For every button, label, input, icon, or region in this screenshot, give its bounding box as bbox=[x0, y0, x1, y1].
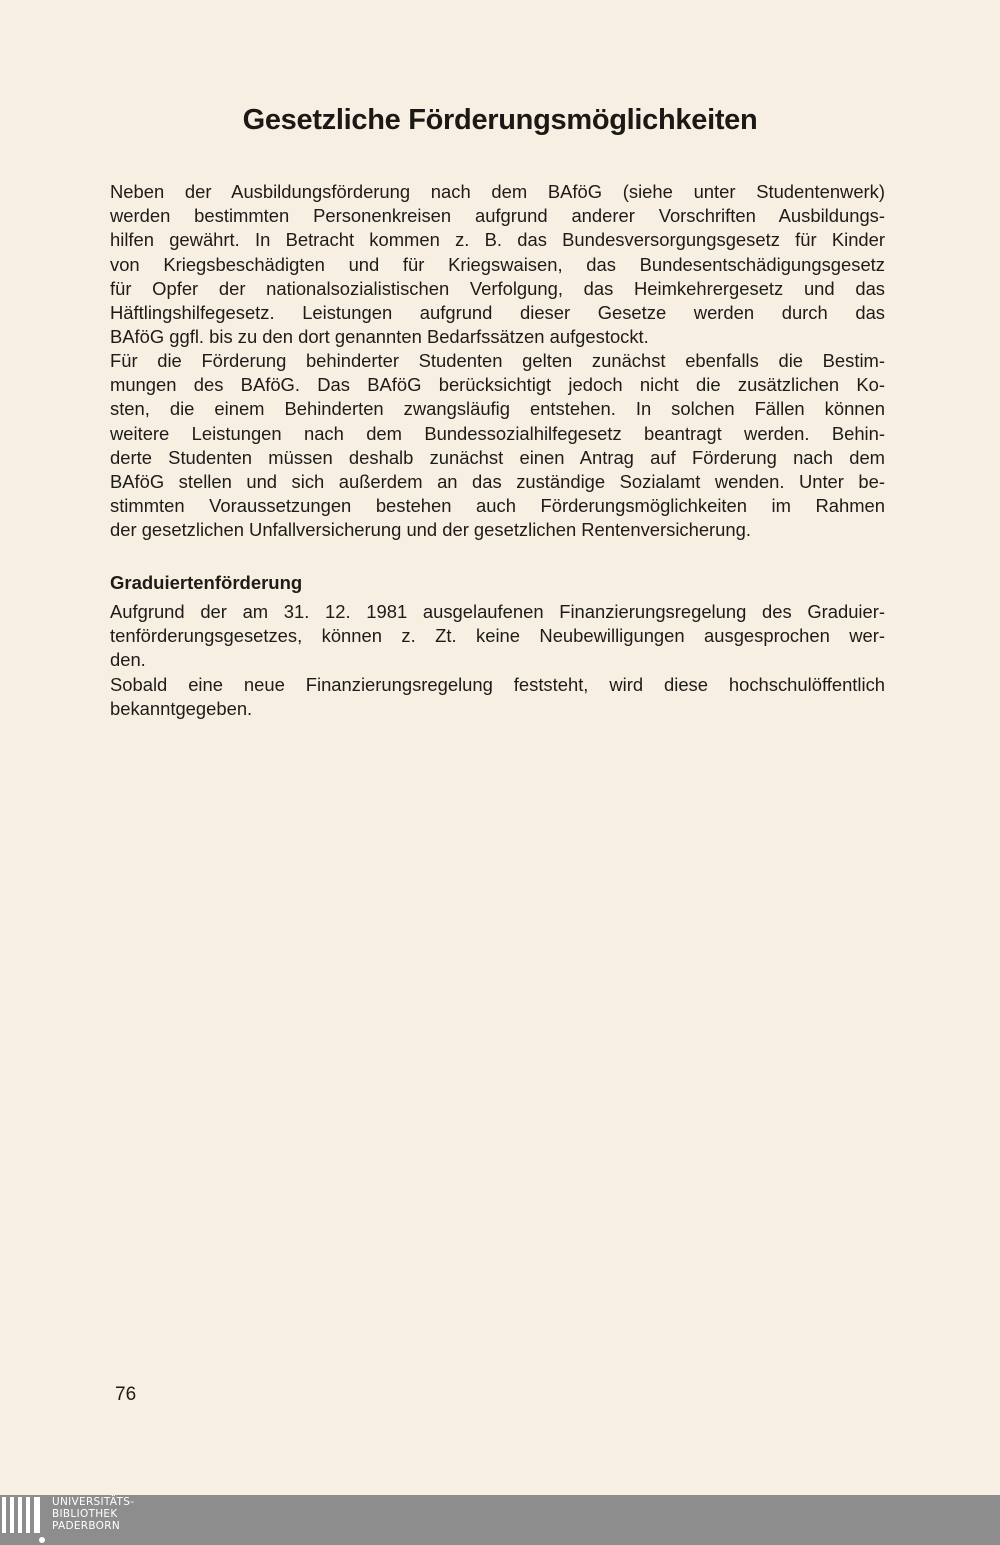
logo-line: UNIVERSITÄTS- bbox=[52, 1496, 135, 1508]
text-line: tenförderungsgesetzes, können z. Zt. keine Neubewilligungen ausgesprochen wer- bbox=[110, 625, 885, 647]
logo-line: BIBLIOTHEK bbox=[52, 1508, 118, 1520]
paragraph-ausbildungsfoerderung bbox=[110, 180, 885, 349]
text-line: mungen des BAföG. Das BAföG berücksichtigt jedoch nicht die zusätzlichen Ko- bbox=[110, 374, 885, 396]
text-line: BAföG ggfl. bis zu den dort genannten Bedarfssätzen aufgestockt. bbox=[110, 326, 649, 348]
text-line: hilfen gewährt. In Betracht kommen z. B. das Bundesversorgungsgesetz für Kinder bbox=[110, 229, 885, 251]
text-line: Für die Förderung behinderter Studenten gelten zunächst ebenfalls die Bestim- bbox=[110, 350, 885, 371]
text-line: der gesetzlichen Unfallversicherung und der gesetzlichen Rentenversicherung. bbox=[110, 519, 751, 541]
text-line: BAföG stellen und sich außerdem an das zuständige Sozialamt wenden. Unter be- bbox=[110, 471, 885, 493]
library-footer-bar bbox=[0, 1495, 1000, 1545]
text-line: werden bestimmten Personenkreisen aufgrund anderer Vorschriften Ausbildungs- bbox=[110, 205, 885, 227]
text-line: den. bbox=[110, 649, 146, 671]
paragraph-behinderte-studenten bbox=[110, 349, 885, 543]
text-line: stimmten Voraussetzungen bestehen auch Förderungsmöglichkeiten im Rahmen bbox=[110, 495, 885, 517]
library-logo-text bbox=[52, 1496, 134, 1532]
text-line: bekanntgegeben. bbox=[110, 698, 253, 720]
text-line: sten, die einem Behinderten zwangsläufig entstehen. In solchen Fällen können bbox=[110, 398, 885, 420]
text-line: weitere Leistungen nach dem Bundessozialhilfegesetz beantragt werden. Behin- bbox=[110, 422, 885, 444]
text-line: Aufgrund der am 31. 12. 1981 ausgelaufenen Finanzierungsregelung des Graduier- bbox=[110, 601, 885, 622]
text-line: für Opfer der nationalsozialistischen Verfolgung, das Heimkehrergesetz und das bbox=[110, 277, 885, 299]
page-number: 76 bbox=[115, 1384, 137, 1405]
text-line: Häftlingshilfegesetz. Leistungen aufgrund dieser Gesetze werden durch das bbox=[110, 302, 885, 324]
section-heading: Graduiertenförderung bbox=[110, 572, 303, 593]
logo-line: PADERBORN bbox=[52, 1520, 120, 1532]
text-line: von Kriegsbeschädigten und für Kriegswaisen, das Bundesentschädigungsgesetz bbox=[110, 253, 885, 275]
page-title: Gesetzliche Förderungsmöglichkeiten bbox=[242, 104, 758, 136]
paragraph-graduiertenfoerderung bbox=[110, 600, 885, 673]
text-line: Sobald eine neue Finanzierungsregelung feststeht, wird diese hochschulöffentlich bbox=[110, 674, 885, 695]
library-logo-icon bbox=[2, 1497, 46, 1541]
text-line: Neben der Ausbildungsförderung nach dem BAföG (siehe unter Studentenwerk) bbox=[110, 181, 885, 202]
text-line: derte Studenten müssen deshalb zunächst einen Antrag auf Förderung nach dem bbox=[110, 446, 885, 468]
paragraph-neue-regelung bbox=[110, 673, 885, 721]
